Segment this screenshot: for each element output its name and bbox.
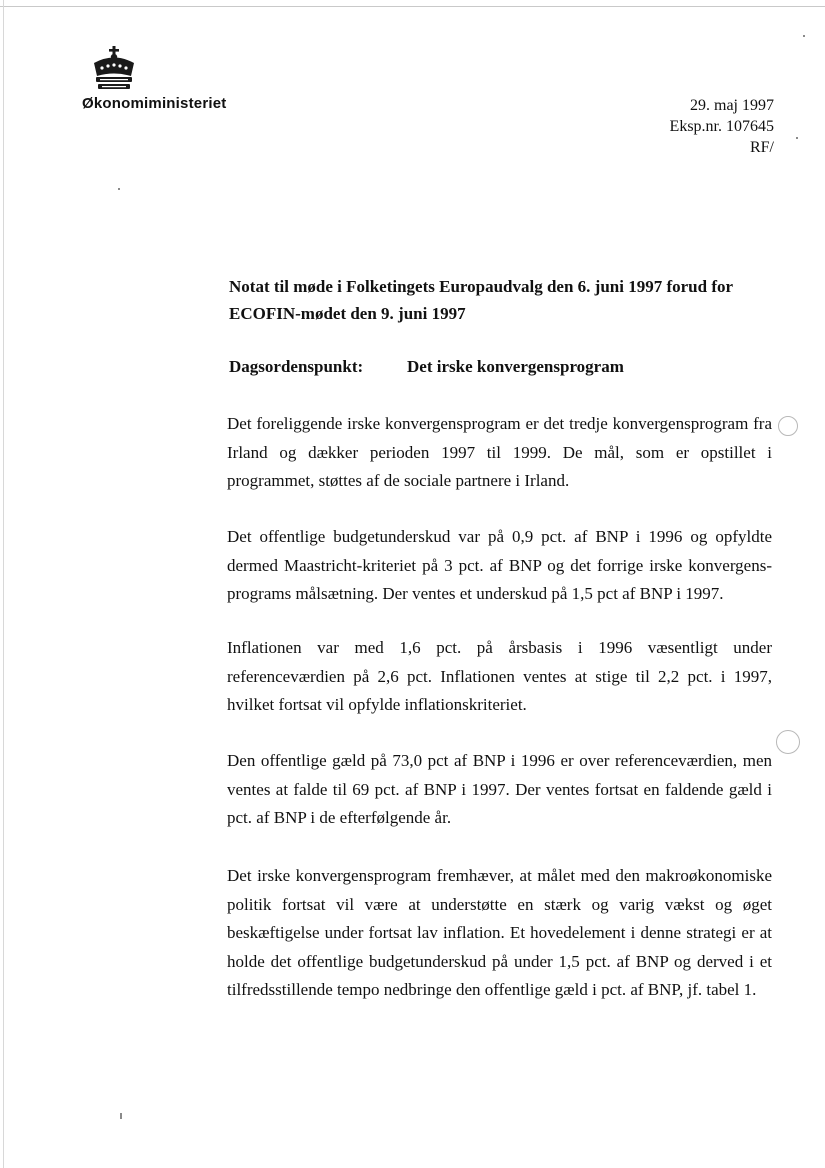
paragraph: Det irske konvergensprogram fremhæver, at målet med den makroøkonomiske politik fortsat vil være at understøtte en stærk og varig vækst og øget beskæftigelse under fortsat lav inflation. Et hovedelement i denne strategi er at holde det offentlige budgetunderskud på under 1,5 pct. af BNP og derved i et tilfredsstillende tempo nedbringe den offentlige gæld i pct. af BNP, jf. tabel 1.: [227, 866, 772, 999]
agenda-label: Dagsordenspunkt:: [229, 357, 364, 376]
document-date: 29. maj 1997: [690, 97, 774, 114]
document-title: Notat til møde i Folketingets Europaudvalg den 6. juni 1997 forud for ECOFIN-mødet den 9. juni 1997: [229, 277, 733, 323]
document-meta: [670, 95, 774, 158]
document-reference: Eksp.nr. 107645: [669, 118, 774, 135]
scan-edge-left: [3, 0, 4, 1168]
agenda-value: Det irske konvergensprogram: [407, 357, 624, 376]
scan-speck: [118, 188, 120, 190]
scan-edge-top: [0, 6, 825, 7]
paragraph: Det offentlige budgetunderskud var på 0,9 pct. af BNP i 1996 og opfyldte dermed Maastricht-kriteriet på 3 pct. af BNP og det forrige irske konvergens-programs målsætning. Der ventes et underskud på 1,5 pct af BNP i 1997.: [227, 527, 772, 603]
royal-crown-crest-icon: [88, 46, 140, 94]
punch-hole-mark: [778, 416, 798, 436]
agenda-line: [229, 357, 624, 377]
scan-speck: [120, 1113, 122, 1119]
paragraph: Det foreliggende irske konvergensprogram er det tredje konvergensprogram fra Irland og dækker perioden 1997 til 1999. De mål, som er opstillet i programmet, støttes af de sociale partnere i Irland.: [227, 414, 772, 490]
paragraph: Den offentlige gæld på 73,0 pct af BNP i 1996 er over referenceværdien, men ventes at falde til 69 pct. af BNP i 1997. Der ventes fortsat en faldende gæld i pct. af BNP i de efterfølgende år.: [227, 751, 772, 827]
scan-speck: [803, 35, 805, 37]
scan-speck: [796, 137, 798, 139]
paragraph: Inflationen var med 1,6 pct. på årsbasis i 1996 væsentligt under referenceværdien på 2,6 pct. Inflationen ventes at stige til 2,2 pct. i 1997, hvilket fortsat vil opfylde inflationskriteriet.: [227, 638, 772, 714]
ministry-name: Økonomiministeriet: [82, 95, 227, 112]
punch-hole-mark: [776, 730, 800, 754]
author-initials: RF/: [749, 139, 774, 156]
